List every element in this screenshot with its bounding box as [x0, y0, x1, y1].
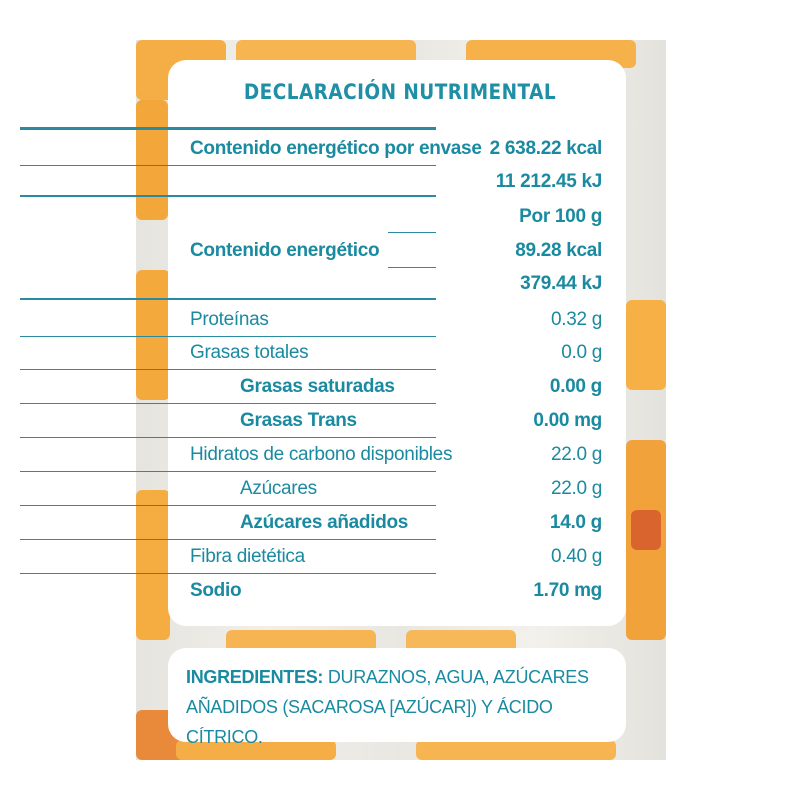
nutrient-label-sugars: Azúcares [240, 478, 317, 499]
nutrient-value-carbohydrates: 22.0 g [550, 444, 602, 465]
nutrient-value-saturated-fat: 0.00 g [549, 376, 602, 397]
energy-per-pack-label: Contenido energético por envase [190, 138, 482, 159]
per-100g-kcal: 89.28 kcal [515, 240, 602, 261]
divider [20, 471, 436, 472]
ingredients-list: DURAZNOS, AGUA, AZÚCARES AÑADIDOS (SACAROSA [AZÚCAR]) Y ÁCIDO CÍTRICO. [186, 667, 589, 747]
nutrient-label-saturated-fat: Grasas saturadas [240, 376, 395, 397]
nutrient-label-sodium: Sodio [190, 580, 242, 601]
section-divider [20, 195, 436, 197]
nutrient-value-sugars: 22.0 g [550, 478, 602, 499]
nutrient-value-total-fat: 0.0 g [561, 342, 602, 363]
section-divider [20, 298, 436, 300]
title-divider [20, 127, 436, 130]
per-100g-kj: 379.44 kJ [520, 273, 602, 294]
nutrient-value-fiber: 0.40 g [550, 546, 602, 567]
divider [20, 403, 436, 404]
nutrient-label-trans-fat: Grasas Trans [240, 410, 357, 431]
divider [388, 232, 436, 233]
nutrient-value-sodium: 1.70 mg [533, 580, 602, 601]
nutrient-label-carbohydrates: Hidratos de carbono disponibles [190, 444, 453, 465]
nutrient-value-trans-fat: 0.00 mg [533, 410, 602, 431]
divider [20, 336, 436, 337]
nutrient-label-fiber: Fibra dietética [190, 546, 305, 567]
peach-slice [136, 100, 168, 220]
energy-per-pack-kcal: 2 638.22 kcal [489, 138, 602, 159]
ingredients-label: INGREDIENTES: [186, 667, 324, 687]
divider [20, 437, 436, 438]
nutrient-value-proteins: 0.32 g [550, 309, 602, 330]
per-100g-energy-label: Contenido energético [190, 240, 380, 261]
nutrient-label-proteins: Proteínas [190, 309, 269, 330]
divider [20, 539, 436, 540]
peach-slice [136, 270, 170, 400]
per-100g-header: Por 100 g [519, 206, 602, 227]
peach-slice [136, 490, 170, 640]
divider [388, 267, 436, 268]
nutrient-label-added-sugars: Azúcares añadidos [240, 512, 409, 533]
divider [20, 165, 436, 166]
peach-slice [626, 300, 666, 390]
peach-slice [631, 510, 661, 550]
nutrient-value-added-sugars: 14.0 g [549, 512, 602, 533]
label-title: DECLARACIÓN NUTRIMENTAL [243, 80, 557, 104]
energy-per-pack-kj: 11 212.45 kJ [495, 171, 602, 192]
divider [20, 573, 436, 574]
divider [20, 505, 436, 506]
ingredients-text-block [186, 662, 616, 752]
divider [20, 369, 436, 370]
nutrient-label-total-fat: Grasas totales [190, 342, 309, 363]
ingredients-card [168, 648, 626, 747]
